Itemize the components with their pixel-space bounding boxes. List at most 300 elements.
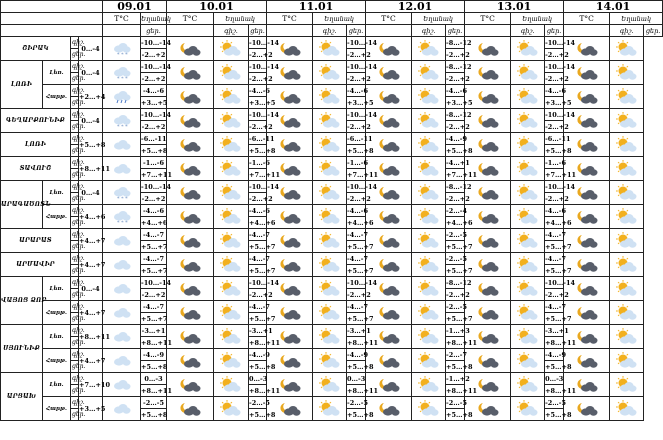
partly-sunny-icon [412,253,446,277]
temp-value: -4…-7 [545,230,567,239]
temp-value: +5…+8 [545,410,572,419]
temp-value: -3…+1 [141,326,166,335]
partly-cloudy-night-icon [564,349,610,373]
partly-cloudy-night-icon [564,373,610,397]
temp-value: -8…-12 [446,278,472,287]
temp-value: +4…+6 [446,218,473,227]
temp-value: -10…-14 [249,182,280,191]
temp-value: -8…-12 [446,110,472,119]
partly-sunny-icon [313,85,347,109]
temp-value: -2…+2 [141,50,166,59]
temp-value: -2…+2 [249,50,273,59]
partly-cloudy-night-icon [465,109,511,133]
partly-cloudy-night-icon [465,205,511,229]
temp-value: -4…-7 [545,254,567,263]
subregion-label: Լեռ. [43,277,71,301]
partly-cloudy-night-icon [366,109,412,133]
temp-value: +7…+11 [545,170,577,179]
temp-value: +8…+11 [79,157,103,181]
partly-sunny-icon [412,373,446,397]
partly-sunny-icon [511,229,545,253]
partly-sunny-icon [511,61,545,85]
cloud-icon [103,397,141,421]
temp-value: +5…+8 [141,146,168,155]
region-name: ԼՈՌԻ [1,133,71,157]
partly-cloudy-night-icon [267,349,313,373]
svg-text:* * *: * * * [116,51,128,58]
temp-value: -10…-14 [141,110,171,119]
partly-sunny-icon [511,181,545,205]
cloud-icon [103,229,141,253]
region-name: ԼՈՌԻ [1,61,43,109]
partly-sunny-icon [214,229,249,253]
temp-value: +8…+11 [545,338,577,347]
temp-value: -2…+2 [545,194,569,203]
temp-value: -10…-14 [347,110,378,119]
period-day: ցեր. [71,169,79,181]
temp-value: +5…+8 [249,146,276,155]
temp-value: +5…+7 [249,242,276,251]
temp-value: +5…+7 [446,242,473,251]
temp-value: +8…+11 [249,338,280,347]
weather-header: Եղանակ [412,13,465,25]
partly-sunny-icon [313,301,347,325]
day-subheader: ցեր. [644,25,663,37]
temp-value: +4…+6 [141,218,168,227]
temp-value: 0…-3 [545,374,564,383]
temp-value: -2…+2 [545,74,569,83]
partly-cloudy-night-icon [366,397,412,421]
period-day: ցեր. [71,217,79,229]
period-night: գիշ. [71,397,79,409]
subregion-label: Լեռ. [43,181,71,205]
temp-value: 0…-3 [141,373,167,385]
temp-value: 0…-4 [79,181,103,205]
partly-cloudy-night-icon [267,325,313,349]
cloud-icon [103,349,141,373]
temp-value: +5…+7 [249,266,276,275]
partly-sunny-icon [511,253,545,277]
temp-value: -6…-11 [347,134,373,143]
partly-sunny-icon [313,157,347,181]
period-night: գիշ. [71,133,79,145]
partly-sunny-icon [610,181,644,205]
temp-value: -3…+1 [347,326,371,335]
weather-header: Եղանակ [511,13,564,25]
partly-cloudy-night-icon [564,301,610,325]
corner-cell-2 [1,13,103,25]
temp-value: -4…-6 [347,206,368,215]
partly-sunny-icon [214,397,249,421]
partly-sunny-icon [511,373,545,397]
partly-cloudy-night-icon [167,349,214,373]
period-night: գիշ. [71,253,79,265]
period-day: ցեր. [71,361,79,373]
partly-sunny-icon [412,181,446,205]
partly-sunny-icon [412,277,446,301]
temp-value: +5…+7 [249,314,276,323]
temp-value: -10…-14 [249,62,280,71]
night-subheader: գիշ. [610,25,644,37]
temp-value: +8…+11 [347,386,378,395]
partly-cloudy-night-icon [366,277,412,301]
partly-sunny-icon [313,181,347,205]
temp-value: +5…+7 [545,242,572,251]
temp-value: +7…+11 [141,170,172,179]
region-name: ԱՐԱՐԱՏ [1,229,71,253]
temp-value: +4…+6 [347,218,374,227]
temp-value: -2…+2 [347,290,371,299]
blank-sub [366,25,412,37]
partly-cloudy-night-icon [167,85,214,109]
temp-value: +4…+6 [79,205,103,229]
temp-value: -10…-14 [545,38,576,47]
svg-text:* * *: * * * [116,219,128,226]
partly-cloudy-night-icon [167,37,214,61]
temp-value: +4…+6 [545,218,572,227]
temp-value: -4…-6 [249,86,270,95]
partly-sunny-icon [313,373,347,397]
partly-cloudy-night-icon [267,229,313,253]
partly-cloudy-night-icon [564,205,610,229]
temp-value: -1…-6 [141,157,167,169]
temp-value: -2…-5 [446,254,467,263]
period-night: գիշ. [71,181,79,193]
partly-cloudy-night-icon [267,373,313,397]
partly-cloudy-night-icon [564,85,610,109]
temp-value: -2…+2 [545,50,569,59]
partly-cloudy-night-icon [465,397,511,421]
temp-value: -4…-9 [446,134,467,143]
svg-text:* * *: * * * [116,195,128,202]
partly-sunny-icon [412,157,446,181]
temp-header: T°C [564,13,610,25]
temp-value: -4…-7 [347,302,368,311]
partly-sunny-icon [313,349,347,373]
temp-value: -1…-6 [347,158,368,167]
cloud-icon [103,301,141,325]
weather-header: Եղանակ [141,14,171,23]
corner-cell-3 [1,25,103,37]
temp-header: T°C [366,13,412,25]
partly-cloudy-night-icon [465,61,511,85]
partly-cloudy-night-icon [564,61,610,85]
partly-sunny-icon [214,133,249,157]
temp-value: -4…-7 [141,301,167,313]
temp-value: -2…+2 [446,50,470,59]
period-night: գիշ. [71,205,79,217]
temp-value: -4…-6 [446,86,467,95]
partly-sunny-icon [610,397,644,421]
partly-cloudy-night-icon [465,157,511,181]
temp-value: -10…-14 [545,278,576,287]
temp-value: -2…+2 [446,194,470,203]
temp-value: -4…-6 [545,86,567,95]
partly-sunny-icon [313,205,347,229]
temp-value: -10…-14 [347,278,378,287]
partly-cloudy-night-icon [267,397,313,421]
partly-cloudy-night-icon [366,181,412,205]
temp-value: -2…+2 [545,122,569,131]
temp-value: +5…+8 [141,362,168,371]
temp-value: -10…-14 [249,110,280,119]
partly-sunny-icon [511,349,545,373]
cloud-icon [103,325,141,349]
temp-value: -8…-12 [446,62,472,71]
partly-sunny-icon [610,61,644,85]
partly-sunny-icon [214,205,249,229]
partly-cloudy-night-icon [564,253,610,277]
region-name: ՏԱՎՈՒՇ [1,157,71,181]
partly-sunny-icon [511,277,545,301]
region-name: ՇԻՐԱԿ [1,37,71,61]
partly-cloudy-night-icon [465,325,511,349]
blank-sub [103,25,141,37]
partly-cloudy-night-icon [267,133,313,157]
period-night: գիշ. [71,301,79,313]
partly-sunny-icon [511,133,545,157]
partly-cloudy-night-icon [564,325,610,349]
partly-sunny-icon [214,181,249,205]
period-night: գիշ. [71,325,79,337]
subregion-label: Լեռ. [43,61,71,85]
period-day: ցեր. [71,313,79,325]
temp-value: +5…+7 [141,314,168,323]
partly-cloudy-night-icon [167,301,214,325]
partly-sunny-icon [511,37,545,61]
partly-cloudy-night-icon [167,133,214,157]
svg-text:* * *: * * * [116,123,128,130]
temp-value: +5…+8 [249,362,276,371]
partly-cloudy-night-icon [465,37,511,61]
partly-cloudy-night-icon [564,397,610,421]
period-night: գիշ. [71,61,79,73]
partly-cloudy-night-icon [564,181,610,205]
date-header: 12.01 [366,1,465,13]
period-day: ցեր. [71,289,79,301]
partly-cloudy-night-icon [167,325,214,349]
period-night: գիշ. [71,157,79,169]
temp-value: +8…+11 [79,325,103,349]
temp-value: +5…+7 [347,242,374,251]
temp-value: -10…-14 [347,182,378,191]
partly-cloudy-night-icon [267,37,313,61]
temp-value: -2…+2 [347,50,371,59]
period-day: ցեր. [71,193,79,205]
temp-value: -10…-14 [347,62,378,71]
temp-value: -4…-7 [347,230,368,239]
partly-cloudy-night-icon [465,349,511,373]
temp-value: +4…+7 [79,229,103,253]
temp-value: -4…-7 [141,253,167,265]
period-day: ցեր. [71,409,79,421]
partly-sunny-icon [610,109,644,133]
temp-value: +5…+8 [545,362,572,371]
partly-sunny-icon [610,85,644,109]
svg-text:* * *: * * * [116,75,128,82]
temp-value: -10…-14 [141,62,171,71]
partly-cloudy-night-icon [465,253,511,277]
temp-value: -3…+1 [545,326,569,335]
partly-sunny-icon [313,109,347,133]
temp-value: -1…-6 [545,158,567,167]
temp-value: -8…-12 [446,38,472,47]
partly-cloudy-night-icon [465,85,511,109]
temp-value: +8…+11 [347,338,378,347]
temp-value: -2…+2 [347,194,371,203]
partly-cloudy-night-icon [167,277,214,301]
temp-value: -10…-14 [347,38,378,47]
partly-sunny-icon [610,205,644,229]
temp-value: -2…-5 [249,398,270,407]
partly-sunny-icon [313,229,347,253]
date-header: 14.01 [564,1,663,13]
temp-value: -2…+2 [347,122,371,131]
partly-cloudy-night-icon [267,85,313,109]
temp-value: -2…-7 [446,350,467,359]
partly-cloudy-night-icon [267,205,313,229]
partly-cloudy-night-icon [167,181,214,205]
temp-value: -4…-7 [545,302,567,311]
snow-cloud-icon [103,37,141,61]
partly-cloudy-night-icon [564,133,610,157]
subregion-label: Լեռ. [43,373,71,397]
cloud-icon [103,133,141,157]
temp-value: +5…+8 [446,146,473,155]
temp-value: -2…+2 [249,290,273,299]
temp-value: -8…-12 [446,182,472,191]
partly-cloudy-night-icon [366,349,412,373]
partly-sunny-icon [610,301,644,325]
temp-value: -4…-9 [545,350,567,359]
partly-sunny-icon [313,397,347,421]
weather-header: Եղանակ [313,13,366,25]
partly-sunny-icon [511,109,545,133]
snow-cloud-icon [103,181,141,205]
temp-header: T°C [167,13,214,25]
temp-value: -4…-6 [249,206,270,215]
temp-value: -4…-7 [141,229,167,241]
partly-cloudy-night-icon [465,301,511,325]
temp-value: +5…+7 [141,242,168,251]
temp-value: +8…+11 [249,386,280,395]
partly-sunny-icon [313,325,347,349]
partly-sunny-icon [511,325,545,349]
temp-value: +8…+11 [545,386,577,395]
temp-value: -2…+2 [249,74,273,83]
partly-sunny-icon [412,61,446,85]
partly-sunny-icon [412,133,446,157]
partly-cloudy-night-icon [366,61,412,85]
partly-cloudy-night-icon [167,205,214,229]
temp-value: +5…+7 [446,266,473,275]
night-subheader: գիշ. [511,25,545,37]
temp-value: -10…-14 [141,38,171,47]
partly-sunny-icon [412,301,446,325]
partly-cloudy-night-icon [267,61,313,85]
date-header: 10.01 [167,1,267,13]
temp-value: -2…-5 [446,302,467,311]
partly-cloudy-night-icon [564,277,610,301]
partly-sunny-icon [610,277,644,301]
temp-value: 0…-4 [79,37,103,61]
temp-value: 0…-4 [79,109,103,133]
temp-value: 0…-3 [249,374,268,383]
temp-value: -10…-14 [545,62,576,71]
period-day: ցեր. [71,145,79,157]
day-subheader: ցեր. [545,25,564,37]
temp-value: -1…+2 [446,374,470,383]
temp-value: -4…-9 [347,350,368,359]
region-name: ԱՐԱԳԱԾՈՏՆ [1,181,43,229]
partly-sunny-icon [610,133,644,157]
partly-sunny-icon [412,229,446,253]
temp-value: -4…-6 [545,206,567,215]
partly-cloudy-night-icon [267,301,313,325]
temp-value: -2…+2 [249,194,273,203]
subregion-label: Հարթ. [43,397,71,421]
date-header: 09.01 [103,1,167,13]
region-name: ԱՐՑԱԽ [1,373,43,421]
subregion-label: Հարթ. [43,205,71,229]
partly-sunny-icon [214,85,249,109]
temp-value: -2…-5 [545,398,567,407]
temp-value: +5…+7 [347,314,374,323]
partly-sunny-icon [610,157,644,181]
partly-sunny-icon [610,229,644,253]
partly-cloudy-night-icon [465,133,511,157]
temp-value: +3…+5 [249,98,276,107]
region-name: ԱՐՄԱՎԻՐ [1,253,71,277]
temp-value: -2…+2 [446,74,470,83]
partly-sunny-icon [511,85,545,109]
weather-header: Եղանակ [610,13,663,25]
temp-value: +5…+8 [545,146,572,155]
temp-value: +5…+8 [141,410,168,419]
temp-value: +7…+10 [79,373,103,397]
partly-sunny-icon [313,253,347,277]
temp-value: +8…+11 [141,338,172,347]
temp-value: +5…+8 [347,146,374,155]
temp-value: -4…-9 [141,349,167,361]
temp-value: -10…-14 [141,278,171,287]
partly-cloudy-night-icon [564,229,610,253]
temp-value: +5…+7 [545,314,572,323]
temp-value: +3…+5 [347,98,374,107]
partly-sunny-icon [313,133,347,157]
partly-cloudy-night-icon [564,109,610,133]
partly-sunny-icon [412,109,446,133]
partly-cloudy-night-icon [167,229,214,253]
period-night: գիշ. [71,85,79,97]
temp-header: T°C [465,13,511,25]
temp-header: T°C [103,13,141,25]
partly-cloudy-night-icon [267,181,313,205]
temp-value: +4…+7 [79,301,103,325]
partly-cloudy-night-icon [366,301,412,325]
temp-value: +5…+7 [347,266,374,275]
temp-value: +5…+8 [249,410,276,419]
period-night: գիշ. [71,277,79,289]
snow-cloud-icon [103,109,141,133]
temp-value: +7…+11 [249,170,280,179]
region-name: ՍՅՈՒՆԻՔ [1,325,43,373]
temp-value: -2…-5 [347,398,368,407]
temp-value: +7…+11 [347,170,378,179]
temp-value: -4…-7 [347,254,368,263]
period-night: գիշ. [71,109,79,121]
cloud-icon [103,157,141,181]
